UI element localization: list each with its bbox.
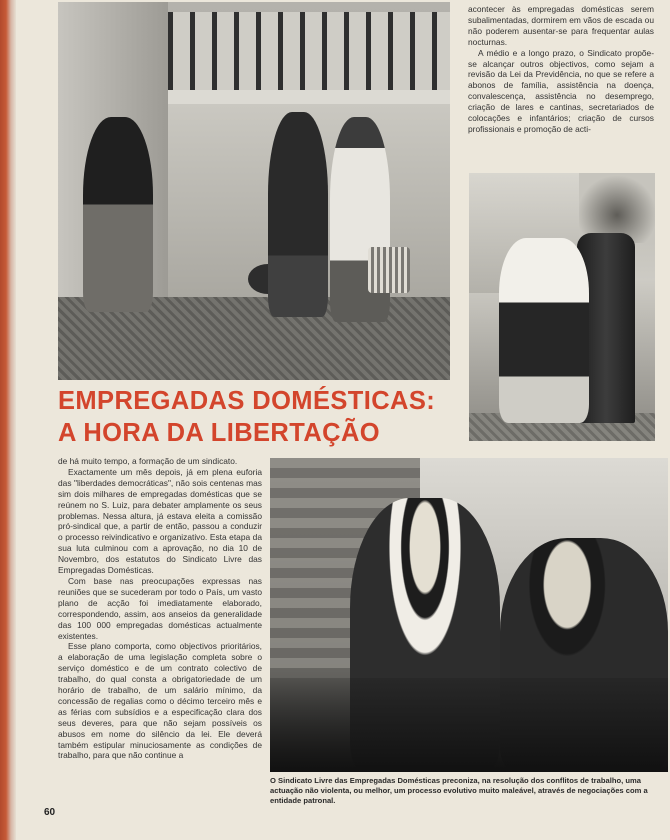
page-number: 60 xyxy=(44,807,56,818)
headline-line-1: EMPREGADAS DOMÉSTICAS: xyxy=(58,387,436,415)
paragraph: de há muito tempo, a formação de um sindicato. xyxy=(58,456,238,466)
women-photo-foreground xyxy=(270,678,668,772)
two-women-photo xyxy=(270,458,668,772)
paragraph: Com base nas preocupações expressas nas reuniões que se sucederam por todo o País, um vasto plano de acção foi imediatamente elaborado, correspondendo, assim, aos anseios da generalidade das 100 000 empregadas domésticas actualmente existentes. xyxy=(58,575,262,641)
street-photo-woman-left xyxy=(83,117,153,312)
article-headline xyxy=(58,385,458,449)
street-photo-ledge xyxy=(168,90,450,104)
pillar-photo-woman xyxy=(499,238,589,423)
paragraph: Esse plano comporta, como objectivos prioritários, a elaboração de uma legislação completa sobre o serviço doméstico e de um contrato colectivo de trabalho, do qual consta a obrigatoriedade de um horário de trabalho, de um salário mínimo, da concessão de regalias como o décimo terceiro mês e as férias com subsídios e a especificação clara dos seus deveres, para que não sejam possíveis os abusos em nome do silêncio da lei. Ele deverá também estipular minuciosamente as condições de trabalho, para que não continue a xyxy=(58,641,262,761)
page-edge xyxy=(0,0,16,840)
article-column-left xyxy=(58,456,262,792)
article-column-top-right xyxy=(468,4,654,164)
street-photo-railing xyxy=(168,12,450,92)
headline-line-2: A HORA DA LIBERTAÇÃO xyxy=(58,419,381,447)
photo-caption: O Sindicato Livre das Empregadas Domésticas preconiza, na resolução dos conflitos de trabalho, uma actuação não violenta, ou melhor, um processo evolutivo muito maleável, através de negociações com a entidade patronal. xyxy=(270,776,648,805)
paragraph: acontecer às empregadas domésticas serem subalimentadas, dormirem em vãos de escada ou não poderem ausentar-se para frequentar aulas nocturnas. xyxy=(468,4,654,47)
paragraph: Exactamente um mês depois, já em plena euforia das "liberdades democráticas", não sois centenas mas sim dois milhares de empregadas domésticas que se reúnem no S. Luiz, para debater amplamente os seus problemas. Nessa altura, já estava eleita a comissão pró-sindical que, a partir de então, passou a conduzir o processo reivindicativo e organizativo. Esta etapa da sua luta culminou com a aprovação, no dia 10 de Novembro, dos estatutos do Sindicato Livre das Empregadas Domésticas. xyxy=(58,466,262,576)
street-photo-woman-middle xyxy=(268,112,328,317)
paragraph: A médio e a longo prazo, o Sindicato propõe-se alcançar outros objectivos, como sejam a revisão da Lei da Previdência, no que se refere a abonos de família, assistência na doença, convalescença, assistência no desemprego, criação de lares e cantinas, secretariados de colocações e infantários; criação de cursos profissionais e promoção de acti- xyxy=(468,47,654,134)
street-photo xyxy=(58,2,450,380)
pillar-box-photo xyxy=(469,173,655,441)
street-photo-basket xyxy=(368,247,410,293)
